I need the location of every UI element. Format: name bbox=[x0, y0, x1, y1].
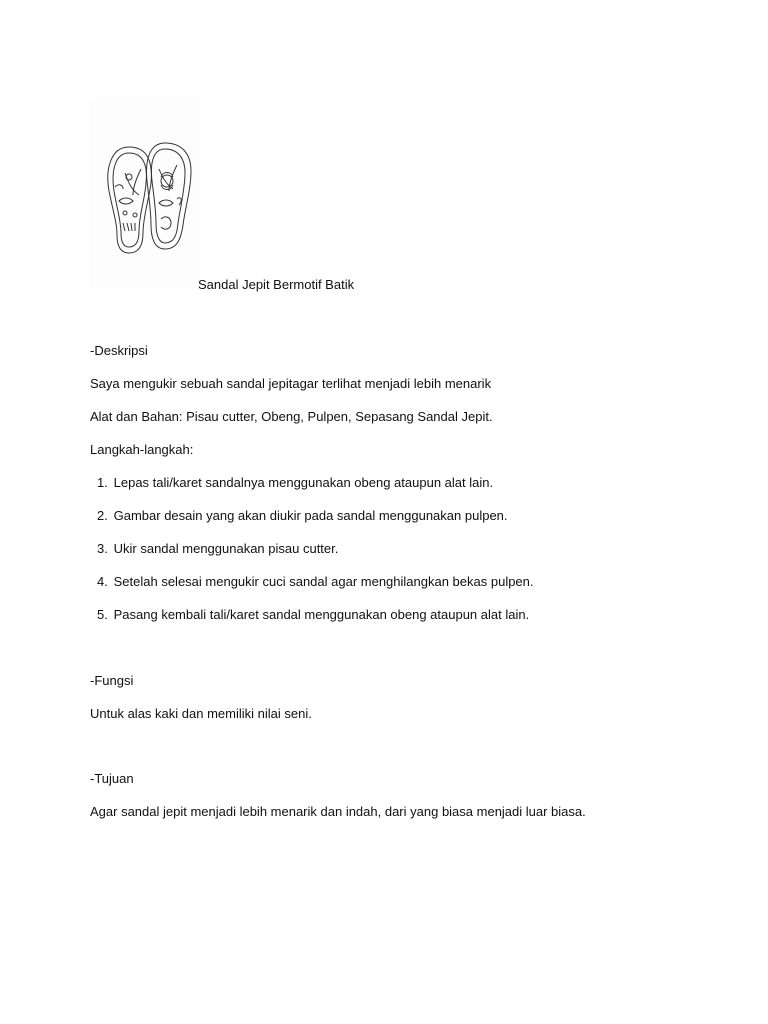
tujuan-heading: -Tujuan bbox=[90, 771, 134, 786]
list-item bbox=[97, 540, 338, 558]
step-text: Lepas tali/karet sandalnya menggunakan obeng ataupun alat lain. bbox=[113, 475, 494, 490]
list-item bbox=[97, 507, 508, 525]
fungsi-text: Untuk alas kaki dan memiliki nilai seni. bbox=[90, 706, 312, 721]
step-text: Pasang kembali tali/karet sandal menggunakan obeng ataupun alat lain. bbox=[113, 607, 530, 622]
step-text: Ukir sandal menggunakan pisau cutter. bbox=[113, 541, 339, 556]
step-number: 5. bbox=[97, 607, 108, 622]
deskripsi-heading: -Deskripsi bbox=[90, 343, 148, 358]
list-item bbox=[97, 474, 493, 492]
tujuan-text: Agar sandal jepit menjadi lebih menarik dan indah, dari yang biasa menjadi luar biasa. bbox=[90, 804, 586, 819]
step-number: 3. bbox=[97, 541, 108, 556]
steps-heading: Langkah-langkah: bbox=[90, 442, 194, 457]
sandal-image bbox=[89, 99, 201, 289]
list-item bbox=[97, 573, 534, 591]
list-item bbox=[97, 606, 529, 624]
step-text: Setelah selesai mengukir cuci sandal agar menghilangkan bekas pulpen. bbox=[113, 574, 534, 589]
fungsi-heading: -Fungsi bbox=[90, 673, 134, 688]
step-number: 1. bbox=[97, 475, 108, 490]
step-number: 4. bbox=[97, 574, 108, 589]
document-title: Sandal Jepit Bermotif Batik bbox=[198, 277, 355, 292]
step-text: Gambar desain yang akan diukir pada sandal menggunakan pulpen. bbox=[113, 508, 508, 523]
step-number: 2. bbox=[97, 508, 108, 523]
deskripsi-text: Saya mengukir sebuah sandal jepitagar terlihat menjadi lebih menarik bbox=[90, 376, 492, 391]
sandal-illustration-icon bbox=[89, 99, 201, 289]
materials-text: Alat dan Bahan: Pisau cutter, Obeng, Pulpen, Sepasang Sandal Jepit. bbox=[90, 409, 493, 424]
